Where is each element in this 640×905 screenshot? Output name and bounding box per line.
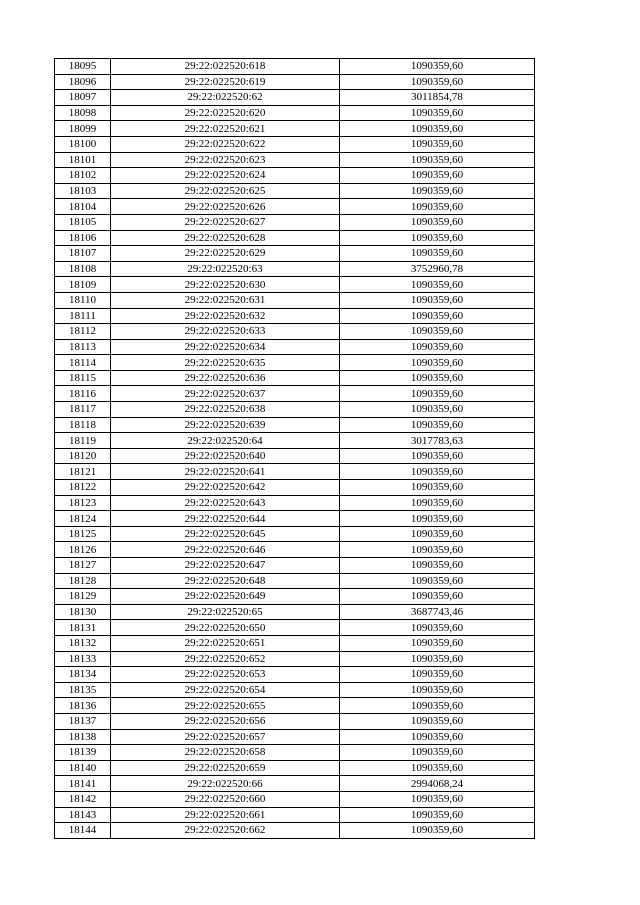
cadastral-number-cell: 29:22:022520:620 (111, 105, 340, 121)
table-row (55, 402, 535, 418)
cadastral-value-cell: 1090359,60 (340, 386, 535, 402)
cadastral-value-cell: 1090359,60 (340, 651, 535, 667)
cadastral-number-cell: 29:22:022520:62 (111, 90, 340, 106)
table-row (55, 526, 535, 542)
row-number-cell: 18109 (55, 277, 111, 293)
cadastral-number-cell: 29:22:022520:643 (111, 495, 340, 511)
row-number-cell: 18101 (55, 152, 111, 168)
table-row (55, 729, 535, 745)
cadastral-value-cell: 1090359,60 (340, 823, 535, 839)
table-row (55, 261, 535, 277)
cadastral-value-cell: 1090359,60 (340, 464, 535, 480)
cadastral-number-cell: 29:22:022520:647 (111, 558, 340, 574)
row-number-cell: 18144 (55, 823, 111, 839)
cadastral-value-cell: 1090359,60 (340, 74, 535, 90)
cadastral-value-cell: 1090359,60 (340, 558, 535, 574)
cadastral-number-cell: 29:22:022520:659 (111, 760, 340, 776)
table-row (55, 667, 535, 683)
cadastral-number-cell: 29:22:022520:64 (111, 433, 340, 449)
cadastral-number-cell: 29:22:022520:621 (111, 121, 340, 137)
row-number-cell: 18098 (55, 105, 111, 121)
table-row (55, 74, 535, 90)
table-row (55, 168, 535, 184)
cadastral-number-cell: 29:22:022520:642 (111, 480, 340, 496)
table-row (55, 573, 535, 589)
table-row (55, 682, 535, 698)
row-number-cell: 18102 (55, 168, 111, 184)
cadastral-value-cell: 3687743,46 (340, 604, 535, 620)
row-number-cell: 18096 (55, 74, 111, 90)
table-row (55, 511, 535, 527)
cadastral-number-cell: 29:22:022520:636 (111, 370, 340, 386)
cadastral-number-cell: 29:22:022520:65 (111, 604, 340, 620)
cadastral-value-cell: 1090359,60 (340, 370, 535, 386)
row-number-cell: 18105 (55, 214, 111, 230)
cadastral-number-cell: 29:22:022520:635 (111, 355, 340, 371)
cadastral-value-cell: 1090359,60 (340, 573, 535, 589)
cadastral-value-cell: 1090359,60 (340, 495, 535, 511)
table-row (55, 464, 535, 480)
cadastral-value-cell: 1090359,60 (340, 745, 535, 761)
cadastral-value-cell: 1090359,60 (340, 402, 535, 418)
cadastral-number-cell: 29:22:022520:648 (111, 573, 340, 589)
table-row (55, 324, 535, 340)
row-number-cell: 18143 (55, 807, 111, 823)
table-row (55, 698, 535, 714)
cadastral-value-cell: 1090359,60 (340, 480, 535, 496)
row-number-cell: 18108 (55, 261, 111, 277)
row-number-cell: 18119 (55, 433, 111, 449)
table-row (55, 542, 535, 558)
row-number-cell: 18134 (55, 667, 111, 683)
cadastral-number-cell: 29:22:022520:644 (111, 511, 340, 527)
cadastral-value-cell: 1090359,60 (340, 542, 535, 558)
row-number-cell: 18116 (55, 386, 111, 402)
cadastral-value-cell: 1090359,60 (340, 168, 535, 184)
cadastral-number-cell: 29:22:022520:655 (111, 698, 340, 714)
table-body (55, 59, 535, 839)
row-number-cell: 18110 (55, 292, 111, 308)
table-row (55, 183, 535, 199)
table-row (55, 199, 535, 215)
cadastral-value-cell: 3752960,78 (340, 261, 535, 277)
cadastral-number-cell: 29:22:022520:661 (111, 807, 340, 823)
table-row (55, 760, 535, 776)
cadastral-value-cell: 1090359,60 (340, 308, 535, 324)
cadastral-number-cell: 29:22:022520:629 (111, 246, 340, 262)
cadastral-value-cell: 1090359,60 (340, 807, 535, 823)
row-number-cell: 18114 (55, 355, 111, 371)
table-row (55, 558, 535, 574)
table-row (55, 292, 535, 308)
table-row (55, 308, 535, 324)
row-number-cell: 18123 (55, 495, 111, 511)
cadastral-number-cell: 29:22:022520:657 (111, 729, 340, 745)
cadastral-number-cell: 29:22:022520:653 (111, 667, 340, 683)
cadastral-number-cell: 29:22:022520:66 (111, 776, 340, 792)
row-number-cell: 18113 (55, 339, 111, 355)
row-number-cell: 18104 (55, 199, 111, 215)
cadastral-number-cell: 29:22:022520:637 (111, 386, 340, 402)
table-row (55, 433, 535, 449)
cadastral-value-cell: 1090359,60 (340, 589, 535, 605)
cadastral-number-cell: 29:22:022520:619 (111, 74, 340, 90)
row-number-cell: 18142 (55, 791, 111, 807)
cadastral-value-cell: 1090359,60 (340, 136, 535, 152)
cadastral-value-cell: 1090359,60 (340, 682, 535, 698)
cadastral-number-cell: 29:22:022520:658 (111, 745, 340, 761)
cadastral-number-cell: 29:22:022520:618 (111, 59, 340, 75)
row-number-cell: 18107 (55, 246, 111, 262)
cadastral-value-cell: 1090359,60 (340, 59, 535, 75)
cadastral-value-cell: 1090359,60 (340, 214, 535, 230)
cadastral-number-cell: 29:22:022520:654 (111, 682, 340, 698)
cadastral-number-cell: 29:22:022520:631 (111, 292, 340, 308)
table-row (55, 620, 535, 636)
row-number-cell: 18115 (55, 370, 111, 386)
row-number-cell: 18137 (55, 713, 111, 729)
cadastral-value-cell: 1090359,60 (340, 526, 535, 542)
table-row (55, 386, 535, 402)
row-number-cell: 18117 (55, 402, 111, 418)
cadastral-value-cell: 1090359,60 (340, 760, 535, 776)
cadastral-number-cell: 29:22:022520:624 (111, 168, 340, 184)
cadastral-number-cell: 29:22:022520:649 (111, 589, 340, 605)
table-row (55, 713, 535, 729)
row-number-cell: 18127 (55, 558, 111, 574)
cadastral-value-cell: 3017783,63 (340, 433, 535, 449)
cadastral-value-cell: 1090359,60 (340, 277, 535, 293)
cadastral-value-cell: 1090359,60 (340, 635, 535, 651)
row-number-cell: 18118 (55, 417, 111, 433)
row-number-cell: 18125 (55, 526, 111, 542)
row-number-cell: 18120 (55, 448, 111, 464)
cadastral-value-cell: 1090359,60 (340, 105, 535, 121)
cadastral-value-cell: 1090359,60 (340, 698, 535, 714)
cadastral-value-cell: 1090359,60 (340, 729, 535, 745)
row-number-cell: 18130 (55, 604, 111, 620)
table-row (55, 651, 535, 667)
cadastral-value-cell: 2994068,24 (340, 776, 535, 792)
cadastral-value-cell: 1090359,60 (340, 511, 535, 527)
cadastral-value-cell: 1090359,60 (340, 620, 535, 636)
cadastral-value-cell: 1090359,60 (340, 230, 535, 246)
table-row (55, 136, 535, 152)
table-row (55, 214, 535, 230)
row-number-cell: 18133 (55, 651, 111, 667)
cadastral-number-cell: 29:22:022520:634 (111, 339, 340, 355)
cadastral-number-cell: 29:22:022520:625 (111, 183, 340, 199)
row-number-cell: 18124 (55, 511, 111, 527)
row-number-cell: 18095 (55, 59, 111, 75)
row-number-cell: 18141 (55, 776, 111, 792)
cadastral-value-cell: 1090359,60 (340, 199, 535, 215)
row-number-cell: 18112 (55, 324, 111, 340)
table-row (55, 745, 535, 761)
cadastral-number-cell: 29:22:022520:645 (111, 526, 340, 542)
cadastral-value-cell: 1090359,60 (340, 152, 535, 168)
table-row (55, 230, 535, 246)
table-row (55, 635, 535, 651)
row-number-cell: 18139 (55, 745, 111, 761)
table-row (55, 604, 535, 620)
cadastral-number-cell: 29:22:022520:651 (111, 635, 340, 651)
cadastral-number-cell: 29:22:022520:652 (111, 651, 340, 667)
cadastral-value-cell: 1090359,60 (340, 324, 535, 340)
cadastral-number-cell: 29:22:022520:63 (111, 261, 340, 277)
table-row (55, 246, 535, 262)
cadastral-number-cell: 29:22:022520:623 (111, 152, 340, 168)
table-row (55, 495, 535, 511)
cadastral-number-cell: 29:22:022520:650 (111, 620, 340, 636)
row-number-cell: 18135 (55, 682, 111, 698)
row-number-cell: 18100 (55, 136, 111, 152)
row-number-cell: 18126 (55, 542, 111, 558)
table-row (55, 480, 535, 496)
row-number-cell: 18128 (55, 573, 111, 589)
row-number-cell: 18103 (55, 183, 111, 199)
cadastral-value-cell: 1090359,60 (340, 121, 535, 137)
cadastral-value-cell: 1090359,60 (340, 246, 535, 262)
cadastral-number-cell: 29:22:022520:630 (111, 277, 340, 293)
table-row (55, 277, 535, 293)
table-row (55, 417, 535, 433)
cadastral-value-cell: 1090359,60 (340, 355, 535, 371)
row-number-cell: 18097 (55, 90, 111, 106)
row-number-cell: 18099 (55, 121, 111, 137)
row-number-cell: 18111 (55, 308, 111, 324)
table-row (55, 152, 535, 168)
row-number-cell: 18132 (55, 635, 111, 651)
row-number-cell: 18129 (55, 589, 111, 605)
cadastral-number-cell: 29:22:022520:628 (111, 230, 340, 246)
cadastral-number-cell: 29:22:022520:639 (111, 417, 340, 433)
cadastral-number-cell: 29:22:022520:656 (111, 713, 340, 729)
cadastral-value-cell: 1090359,60 (340, 791, 535, 807)
row-number-cell: 18140 (55, 760, 111, 776)
cadastral-number-cell: 29:22:022520:641 (111, 464, 340, 480)
cadastral-value-cell: 1090359,60 (340, 339, 535, 355)
table-row (55, 121, 535, 137)
cadastral-number-cell: 29:22:022520:622 (111, 136, 340, 152)
row-number-cell: 18106 (55, 230, 111, 246)
table-row (55, 448, 535, 464)
cadastral-value-cell: 1090359,60 (340, 417, 535, 433)
cadastral-number-cell: 29:22:022520:638 (111, 402, 340, 418)
table-row (55, 339, 535, 355)
row-number-cell: 18131 (55, 620, 111, 636)
table-row (55, 823, 535, 839)
cadastral-number-cell: 29:22:022520:660 (111, 791, 340, 807)
cadastral-number-cell: 29:22:022520:646 (111, 542, 340, 558)
table-row (55, 59, 535, 75)
cadastral-value-cell: 3011854,78 (340, 90, 535, 106)
table-row (55, 589, 535, 605)
table-row (55, 791, 535, 807)
cadastral-value-cell: 1090359,60 (340, 713, 535, 729)
cadastral-value-table (54, 58, 535, 839)
cadastral-value-cell: 1090359,60 (340, 183, 535, 199)
cadastral-number-cell: 29:22:022520:626 (111, 199, 340, 215)
cadastral-number-cell: 29:22:022520:640 (111, 448, 340, 464)
cadastral-value-cell: 1090359,60 (340, 448, 535, 464)
table-row (55, 90, 535, 106)
cadastral-value-cell: 1090359,60 (340, 292, 535, 308)
cadastral-number-cell: 29:22:022520:632 (111, 308, 340, 324)
cadastral-value-cell: 1090359,60 (340, 667, 535, 683)
cadastral-number-cell: 29:22:022520:627 (111, 214, 340, 230)
row-number-cell: 18122 (55, 480, 111, 496)
table-row (55, 776, 535, 792)
table-row (55, 355, 535, 371)
table-row (55, 370, 535, 386)
row-number-cell: 18121 (55, 464, 111, 480)
table-row (55, 807, 535, 823)
table-row (55, 105, 535, 121)
row-number-cell: 18136 (55, 698, 111, 714)
cadastral-number-cell: 29:22:022520:633 (111, 324, 340, 340)
cadastral-number-cell: 29:22:022520:662 (111, 823, 340, 839)
row-number-cell: 18138 (55, 729, 111, 745)
